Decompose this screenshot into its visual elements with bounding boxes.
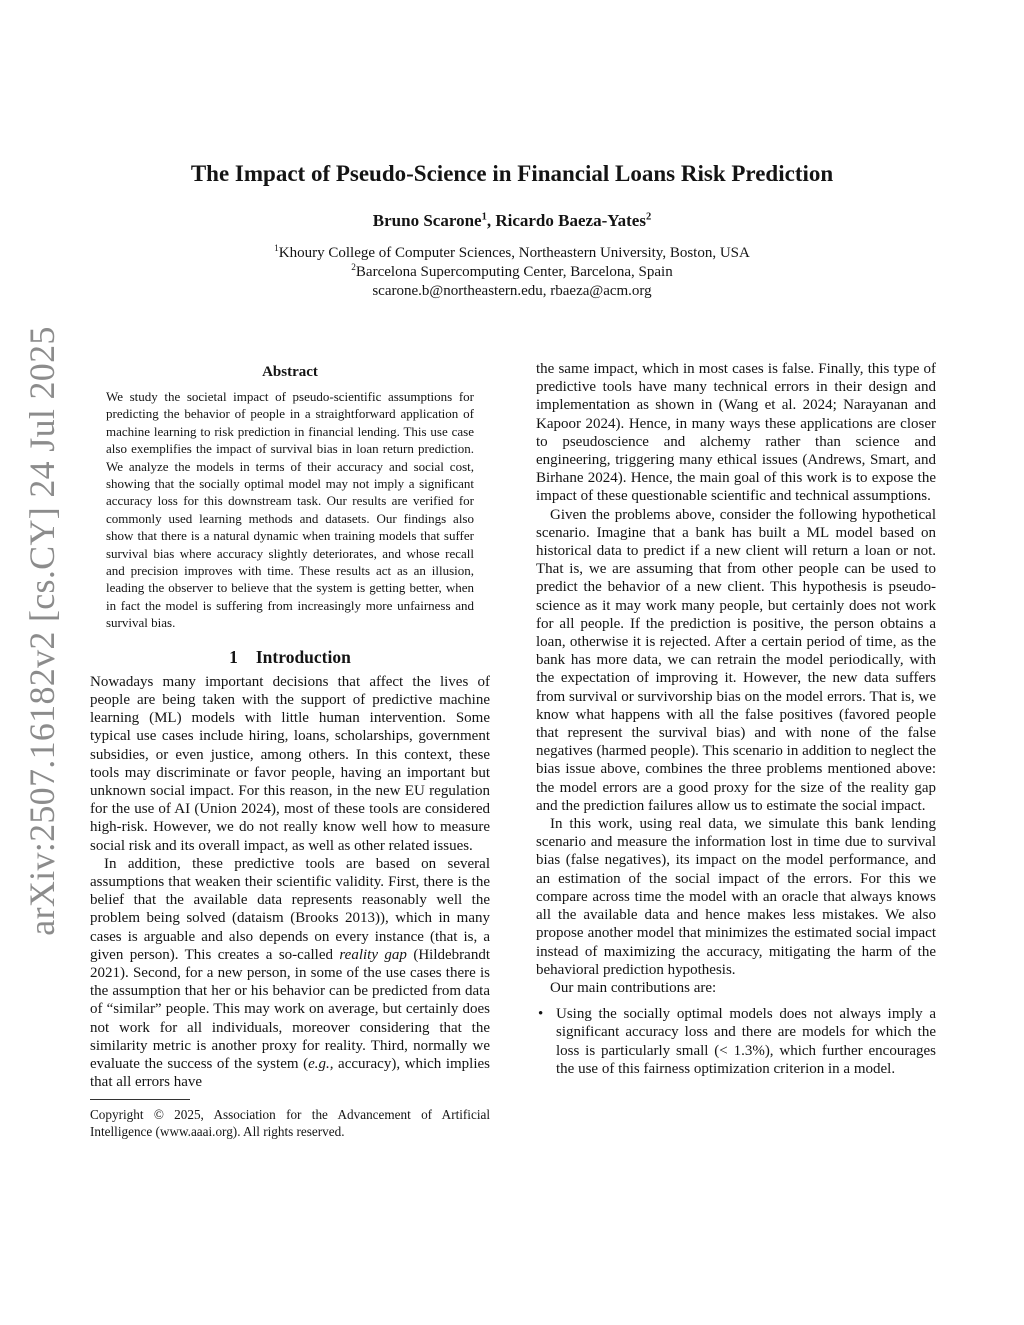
math-expression: < 1.3% (719, 1042, 765, 1059)
intro-paragraph-5: In this work, using real data, we simulate this bank lending scenario and measure the information lost in time due to survival bias (false negatives), its impact on the model performance, and an estimation of the social impact of the errors. For this we compare across time the model with an oracle that always knows all the available data and hence makes less mistakes. We also propose another model that minimizes the estimated social impact instead of maximizing the accuracy, mitigating the harm of the behavioral prediction hypothesis. (536, 816, 936, 978)
affiliations (60, 244, 964, 301)
affiliation-text: Barcelona Supercomputing Center, Barcelona, Spain (355, 264, 673, 280)
left-column (90, 360, 490, 1140)
author-affiliation-mark: 2 (645, 211, 652, 223)
paragraph-text: accuracy), which implies that all errors have (90, 1055, 490, 1091)
author-separator: , (486, 211, 496, 230)
intro-paragraph-3: the same impact, which in most cases is false. Finally, this type of predictive tools have many technical errors in their design and implementation as shown in (Wang et al. 2024; Narayanan and Kapoor 2024). Hence, in many ways these applications are closer to pseudoscience and alchemy rather than science and engineering, triggering many ethical issues (Andrews, Smart, and Birhane 2024). Hence, the main goal of this work is to expose the impact of these questionable scientific and technical assumptions. (536, 361, 936, 505)
section-number: 1 (229, 646, 238, 667)
contributions-list (536, 1005, 936, 1078)
emphasis-reality-gap: reality gap (339, 946, 407, 963)
emphasis-eg: e.g., (308, 1055, 334, 1072)
section-heading-introduction (90, 645, 490, 669)
right-column (536, 360, 936, 1078)
intro-paragraph-2 (90, 855, 490, 1092)
author-emails: scarone.b@northeastern.edu, rbaeza@acm.org (372, 283, 652, 299)
affiliation-line (60, 244, 964, 263)
list-item (538, 1005, 936, 1078)
bullet-icon: • (538, 1006, 544, 1023)
author-list (60, 209, 964, 233)
author-name: Ricardo Baeza-Yates (495, 211, 646, 230)
paragraph-text: In addition, these predictive tools are based on several assumptions that weaken their scientific validity. First, there is the belief that the available data represents reasonably well the problem being solved (dataism (Brooks 2013)), which in many cases is arguable and also depends on every instance (that is, a given person). This creates a so-called (90, 855, 490, 963)
list-item-text: Using the socially optimal models does not always imply a significant accuracy loss and there are models for which the loss is particularly small ( (556, 1006, 936, 1059)
section-title: Introduction (255, 646, 351, 667)
intro-paragraph-6: Our main contributions are: (550, 979, 717, 996)
abstract-text: We study the societal impact of pseudo-scientific assumptions for predicting the behavior of people in a straightforward application of machine learning to risk prediction in financial lending. This use case also exemplifies the impact of survival bias in loan return prediction. We analyze the models in terms of their accuracy and social cost, showing that the socially optimal model may not imply a significant accuracy loss for this downstream task. Our results are verified for commonly used learning methods and datasets. Our findings also show that there is a natural dynamic when training models that suffer survival bias where accuracy slightly deteriorates, and whose recall and precision improves with time. These results act as an illusion, leading the observer to believe that the system is getting better, when in fact the model is suffering from increasingly more unfairness and survival bias. (106, 389, 474, 631)
author-name: Bruno Scarone (372, 211, 482, 230)
intro-paragraph-4: Given the problems above, consider the following hypothetical scenario. Imagine that a bank has built a ML model based on historical data to predict if a new client will return a loan or not. That is, we are assuming that from other people can be used to predict the behavior of a new client. This hypothesis is pseudo-science as it may work many people, but certainly does not work for all people. If the prediction is positive, the person obtains a loan, otherwise it is rejected. After a certain period of time, as the bank has more data, we can retrain the model periodically, with the expectation of improving it. However, the new data suffers from survival or survivorship bias on the model errors. That is, we know what happens with all the false positives (favored people that represent the survival bias) and with none of the false negatives (harmed people). This scenario in addition to neglect the bias issue above, combines the three problems mentioned above: the model errors are a good proxy for the size of the reality gap and the prediction failures allow us to estimate the social impact. (536, 506, 936, 814)
paragraph-text: (Hildebrandt 2021). Second, for a new person, in some of the use cases there is the assumption that her or his behavior can be predicted from data of “similar” people. This may work on average, but certainly does not work for all individuals, moreover considering that the similarity metric is another proxy for reality. Third, normally we evaluate the success of the system ( (90, 946, 490, 1072)
affiliation-mark: 1 (274, 244, 279, 254)
affiliation-mark: 2 (351, 263, 356, 273)
footnote-divider (90, 1099, 190, 1100)
arxiv-identifier: arXiv:2507.16182v2 [cs.CY] 24 Jul 2025 (22, 326, 62, 936)
affiliation-line (60, 263, 964, 282)
author-affiliation-mark: 1 (481, 211, 487, 223)
paper-title: The Impact of Pseudo-Science in Financial Loans Risk Prediction (190, 161, 834, 186)
copyright-footnote: Copyright © 2025, Association for the Advancement of Artificial Intelligence (www.aaai.org). All rights reserved. (90, 1107, 490, 1140)
abstract-heading: Abstract (262, 364, 318, 380)
list-item-text: ), which further encourages the use of this fairness optimization criterion in a model. (556, 1042, 936, 1077)
intro-paragraph-1: Nowadays many important decisions that affect the lives of people are being taken with the support of predictive machine learning (ML) models with little human intervention. Some typical use cases include hiring, loans, scholarships, government subsidies, or even justice, among others. In this context, these tools may discriminate or favor people, having an important but unknown social impact. For this reason, in the new EU regulation for the use of AI (Union 2024), most of these tools are considered high-risk. However, we do not really know well how to measure social risk and its overall impact, as well as other related issues. (90, 673, 490, 854)
affiliation-text: Khoury College of Computer Sciences, Northeastern University, Boston, USA (278, 245, 750, 261)
